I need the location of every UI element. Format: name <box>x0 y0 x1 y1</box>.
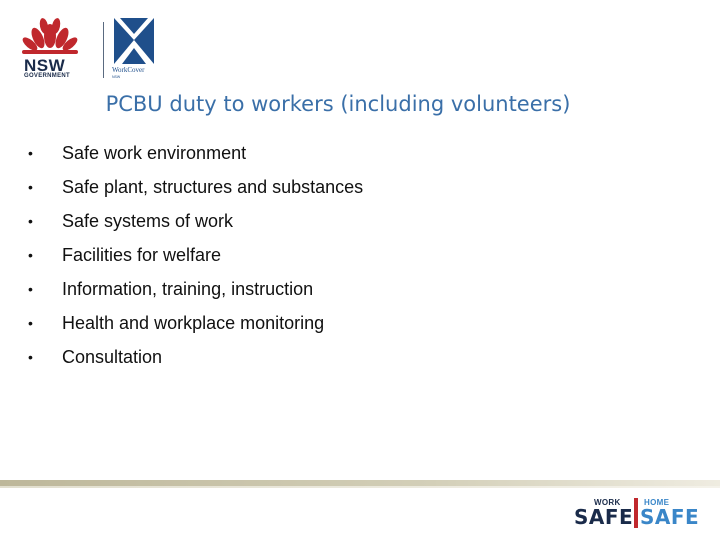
footer-band-light <box>0 486 720 488</box>
nsw-logo-subtext: GOVERNMENT <box>24 73 71 79</box>
bullet-dot: • <box>28 145 33 161</box>
logo-divider <box>103 22 104 78</box>
bullet-dot: • <box>28 213 33 229</box>
bullet-dot: • <box>28 247 33 263</box>
logo-word-work: WORK <box>594 498 621 507</box>
bullet-dot: • <box>28 281 33 297</box>
bullet-dot: • <box>28 179 33 195</box>
list-item: • Health and workplace monitoring <box>24 309 363 343</box>
nsw-logo-text: NSW <box>24 56 66 75</box>
bullet-dot: • <box>28 315 33 331</box>
logo-word-home: HOME <box>644 498 670 507</box>
logo-divider-mark <box>634 498 638 528</box>
workcover-logo-text: WorkCover <box>112 66 145 74</box>
list-item: • Safe systems of work <box>24 207 363 241</box>
list-item: • Safe work environment <box>24 139 363 173</box>
slide-title: PCBU duty to workers (including volunteers) <box>105 92 571 116</box>
header-logos <box>18 16 148 80</box>
list-item: • Information, training, instruction <box>24 275 363 309</box>
list-item: • Safe plant, structures and substances <box>24 173 363 207</box>
logo-word-safe-left: SAFE <box>574 505 634 529</box>
bullet-list <box>24 139 363 377</box>
work-safe-home-safe-logo <box>574 498 698 528</box>
bullet-dot: • <box>28 349 33 365</box>
logo-word-safe-right: SAFE <box>640 505 700 529</box>
list-item: • Consultation <box>24 343 363 377</box>
workcover-logo-subtext: NSW <box>112 75 121 79</box>
list-item: • Facilities for welfare <box>24 241 363 275</box>
